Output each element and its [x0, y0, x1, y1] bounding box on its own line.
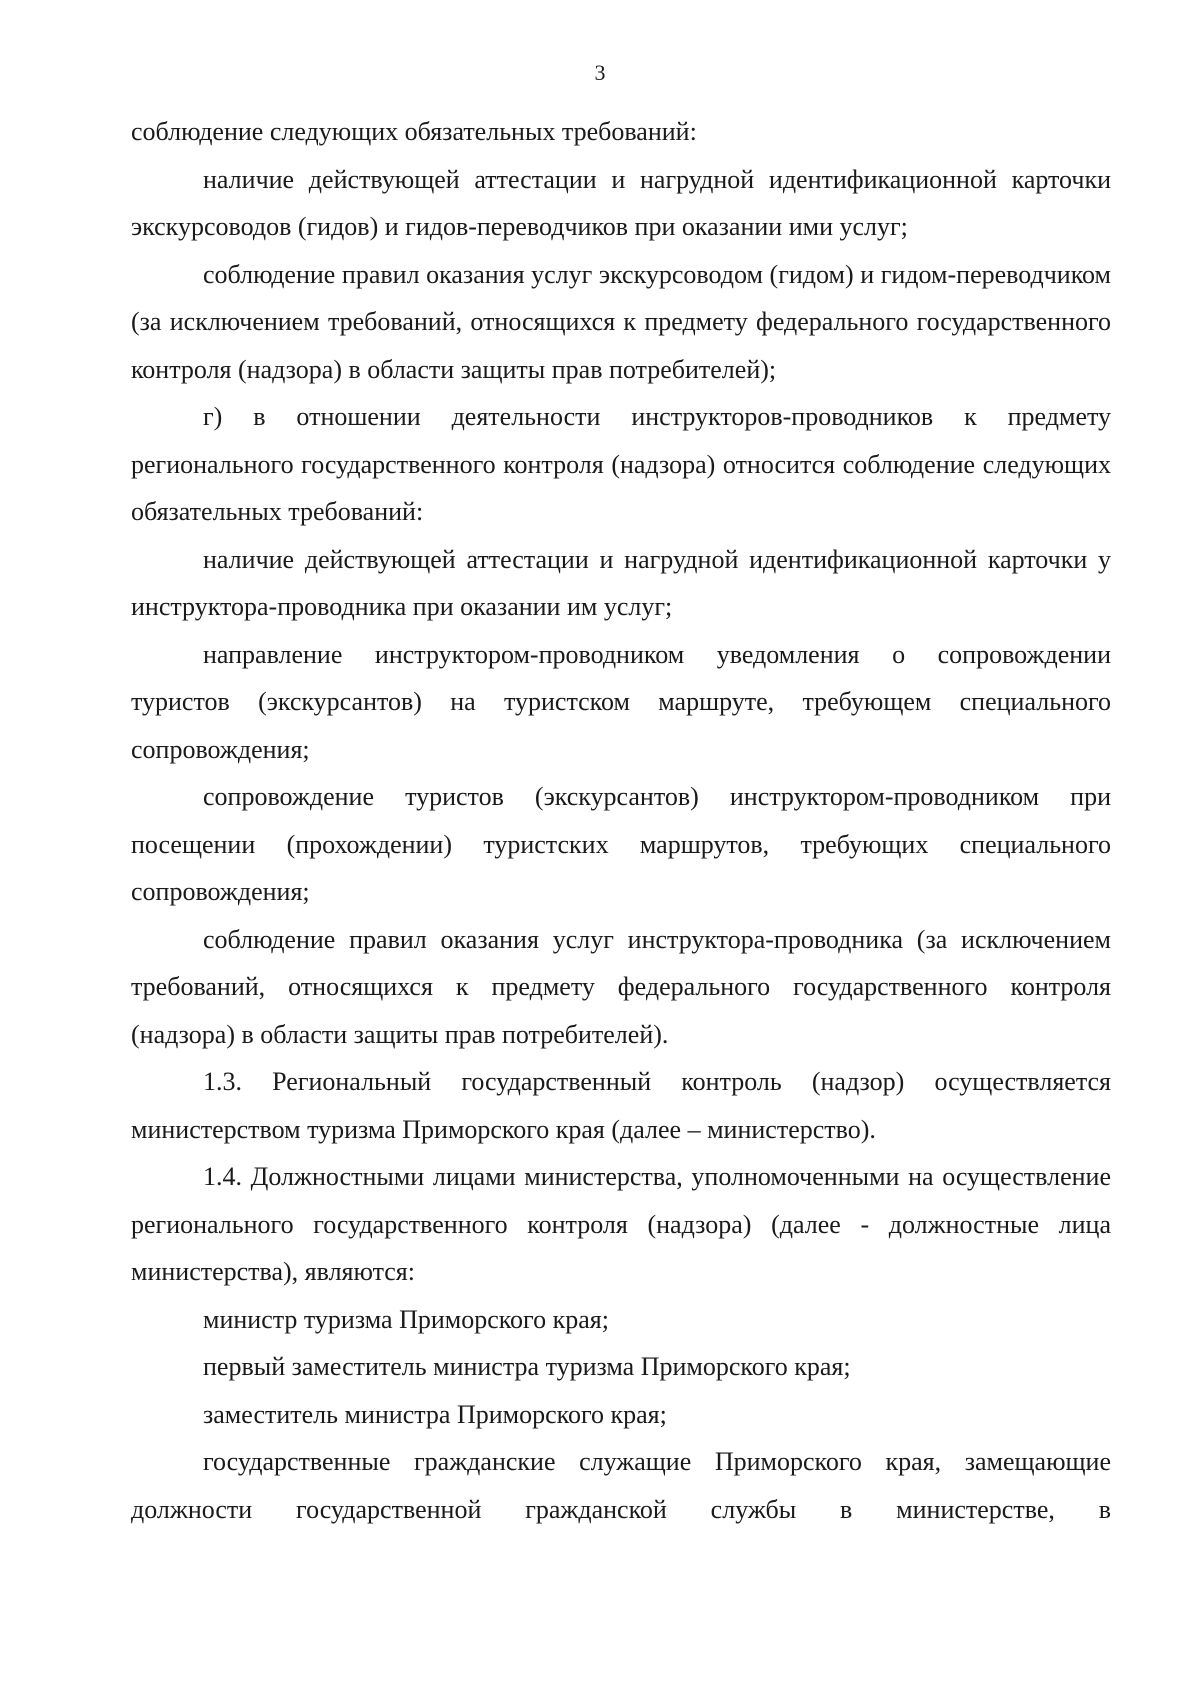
paragraph: г) в отношении деятельности инструкторов-проводников к предмету регионального государственного контроля (надзора) относится соблюдение следующих обязательных требований:: [131, 402, 1111, 526]
paragraph: первый заместитель министра туризма Приморского края;: [203, 1352, 851, 1381]
paragraph: наличие действующей аттестации и нагрудной идентификационной карточки у инструктора-проводника при оказании им услуг;: [131, 544, 1111, 621]
document-body: [131, 108, 1111, 1533]
paragraph: соблюдение правил оказания услуг экскурсоводом (гидом) и гидом-переводчиком (за исключением требований, относящихся к предмету федерального государственного контроля (надзора) в области защиты прав потребителей);: [131, 259, 1111, 384]
paragraph: государственные гражданские служащие Приморского края, замещающие должности государственной гражданской службы в министерстве, в: [131, 1447, 1111, 1524]
paragraph: соблюдение следующих обязательных требований:: [131, 117, 697, 146]
paragraph: 1.4. Должностными лицами министерства, уполномоченными на осуществление регионального государственного контроля (надзора) (далее - должностные лица министерства), являются:: [131, 1162, 1111, 1286]
paragraph: сопровождение туристов (экскурсантов) инструктором-проводником при посещении (прохождении) туристских маршрутов, требующих специального сопровождения;: [131, 782, 1111, 906]
paragraph: наличие действующей аттестации и нагрудной идентификационной карточки экскурсоводов (гидов) и гидов-переводчиков при оказании ими услуг;: [131, 164, 1111, 241]
paragraph: заместитель министра Приморского края;: [203, 1399, 667, 1429]
paragraph: 1.3. Региональный государственный контроль (надзор) осуществляется министерством туризма Приморского края (далее – министерство).: [131, 1067, 1111, 1144]
paragraph: направление инструктором-проводником уведомления о сопровождении туристов (экскурсантов) на туристском маршруте, требующем специального сопровождения;: [131, 639, 1111, 764]
paragraph: соблюдение правил оказания услуг инструктора-проводника (за исключением требований, относящихся к предмету федерального государственного контроля (надзора) в области защиты прав потребителей).: [131, 924, 1111, 1049]
page-number: 3: [594, 60, 606, 85]
paragraph: министр туризма Приморского края;: [203, 1304, 609, 1334]
